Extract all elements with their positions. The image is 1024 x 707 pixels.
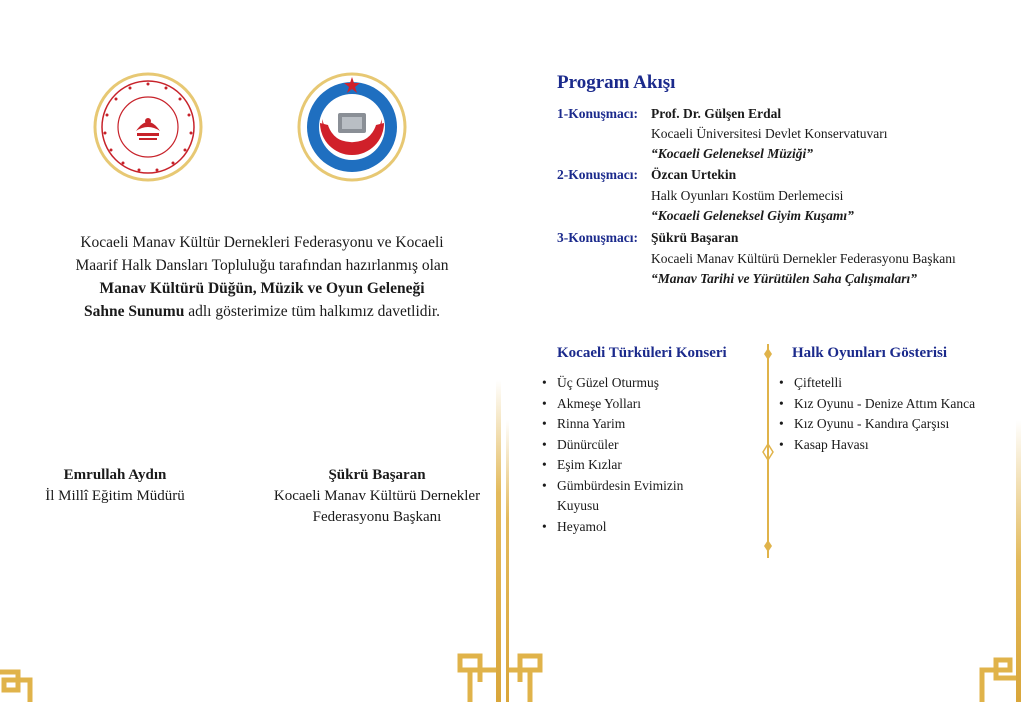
list-item: • Heyamol bbox=[539, 517, 739, 538]
concert-title: Kocaeli Türküleri Konseri bbox=[557, 345, 727, 361]
dance-list bbox=[776, 373, 1016, 455]
speaker-topic: “Kocaeli Geleneksel Müziği” bbox=[651, 146, 813, 161]
column-divider bbox=[760, 344, 776, 558]
signatory-name: Emrullah Aydın bbox=[63, 467, 167, 483]
event-name-end: Sahne Sunumu bbox=[83, 303, 185, 320]
speaker-label: 3-Konuşmacı: bbox=[557, 230, 638, 245]
list-item: • Akmeşe Yolları bbox=[539, 394, 739, 415]
event-name: Manav Kültürü Düğün, Müzik ve Oyun Geleneği bbox=[99, 280, 425, 297]
gold-ornament-left bbox=[0, 650, 60, 702]
list-item: • Üç Güzel Oturmuş bbox=[539, 373, 739, 394]
list-item: • Rinna Yarim bbox=[539, 414, 739, 435]
federasyon-logo bbox=[296, 71, 408, 183]
gold-ornament-right bbox=[960, 420, 1024, 702]
speaker-affiliation: Halk Oyunları Kostüm Derlemecisi bbox=[651, 188, 844, 203]
dance-title: Halk Oyunları Gösterisi bbox=[792, 345, 948, 361]
speaker-label: 1-Konuşmacı: bbox=[557, 106, 638, 121]
invitation-closing: adlı gösterimize tüm halkımız davetlidir. bbox=[184, 303, 441, 320]
speaker-topic: “Manav Tarihi ve Yürütülen Saha Çalışmaları” bbox=[651, 271, 917, 286]
signatory-title-cont: Federasyonu Başkanı bbox=[312, 509, 442, 525]
invitation-line-2: Maarif Halk Dansları Topluluğu tarafından hazırlanmış olan bbox=[75, 257, 449, 274]
signature-block-1 bbox=[20, 465, 210, 507]
list-item: • Kız Oyunu - Kandıra Çarşısı bbox=[776, 414, 1016, 435]
list-item: • Gümbürdesin Evimizin Kuyusu bbox=[539, 476, 707, 517]
signatory-title: Kocaeli Manav Kültürü Dernekler bbox=[273, 488, 481, 504]
signatory-name: Şükrü Başaran bbox=[328, 467, 426, 483]
speaker-affiliation: Kocaeli Manav Kültürü Dernekler Federasyonu Başkanı bbox=[651, 251, 956, 266]
invitation-line-1: Kocaeli Manav Kültür Dernekleri Federasyonu ve Kocaeli bbox=[80, 234, 444, 251]
invitation-text bbox=[30, 231, 494, 323]
list-item: • Kız Oyunu - Denize Attım Kanca bbox=[776, 394, 1016, 415]
invitation-line-3 bbox=[30, 277, 494, 300]
speaker-affiliation: Kocaeli Üniversitesi Devlet Konservatuvarı bbox=[651, 126, 888, 141]
list-item: • Eşim Kızlar bbox=[539, 455, 739, 476]
list-item: • Çiftetelli bbox=[776, 373, 1016, 394]
speaker-topic: “Kocaeli Geleneksel Giyim Kuşamı” bbox=[651, 208, 854, 223]
invitation-line-4 bbox=[30, 300, 494, 323]
speaker-name: Özcan Urtekin bbox=[651, 167, 737, 182]
signatory-title: İl Millî Eğitim Müdürü bbox=[45, 488, 185, 504]
meb-logo bbox=[92, 71, 204, 183]
list-item: • Dünürcüler bbox=[539, 435, 739, 456]
speaker-name: Prof. Dr. Gülşen Erdal bbox=[651, 106, 782, 121]
signature-block-2 bbox=[252, 465, 502, 528]
concert-song-list bbox=[539, 373, 739, 537]
speaker-label: 2-Konuşmacı: bbox=[557, 167, 638, 182]
speaker-name: Şükrü Başaran bbox=[651, 230, 739, 245]
program-title: Program Akışı bbox=[557, 72, 676, 93]
list-item: • Kasap Havası bbox=[776, 435, 1016, 456]
